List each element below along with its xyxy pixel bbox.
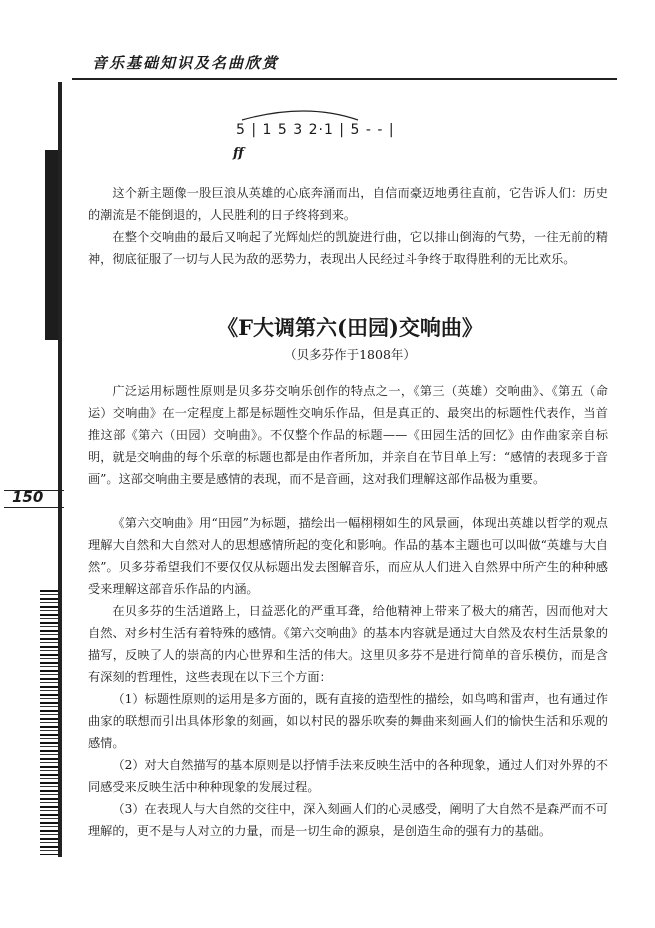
- running-header: [72, 50, 612, 76]
- page-number-rule: [4, 507, 64, 508]
- section-title: 《F大调第六(田园)交响曲》: [217, 315, 483, 340]
- paragraph: （1）标题性原则的运用是多方面的，既有直接的造型性的描绘，如鸟鸣和雷声，也有通过作曲家的联想而引出具体形象的刻画，如以村民的器乐吹奏的舞曲来刻画人们的愉快生活和乐观的感情。: [88, 692, 608, 750]
- scan-shadow-bottom: [40, 590, 60, 855]
- paragraph: 广泛运用标题性原则是贝多芬交响乐创作的特点之一，《第三（英雄）交响曲》、《第五（命运）交响曲》在一定程度上都是标题性交响乐作品，但是真正的、最突出的标题性代表作，当首推这部《第六（田园）交响曲》。不仅整个作品的标题——《田园生活的回忆》由作曲家亲自标明，就是交响曲的每个乐章的标题也都是由作者所加，并亲自在节目单上写：“感情的表现多于音画”。这部交响曲主要是感情的表现，而不是音画，这对我们理解这部作品极为重要。: [88, 384, 608, 486]
- paragraph: （2）对大自然描写的基本原则是以抒情手法来反映生活中的各种现象，通过人们对外界的不同感受来反映生活中种种现象的发展过程。: [88, 758, 608, 794]
- paragraph: 《第六交响曲》用“田园”为标题，描绘出一幅栩栩如生的风景画，体现出英雄以哲学的观点理解大自然和大自然对人的思想感情所起的变化和影响。作品的基本主题也可以叫做“英雄与大自然”。贝多芬希望我们不要仅仅从标题出发去图解音乐，而应从人们进入自然界中所产生的种种感受来理解这部音乐作品的内涵。: [88, 516, 608, 596]
- header-rule: [72, 78, 617, 80]
- page-number: 150: [12, 488, 44, 506]
- paragraph: 在整个交响曲的最后又响起了光辉灿烂的凯旋进行曲，它以排山倒海的气势，一往无前的精神，彻底征服了一切与人民为敌的恶势力，表现出人民经过斗争终于取得胜利的无比欢乐。: [88, 230, 608, 266]
- page-number-block: [4, 488, 64, 508]
- margin-rule: [58, 82, 62, 857]
- section-subtitle: （贝多芬作于1808年）: [284, 347, 416, 362]
- score-notes: 5 | 1 5 3 2·1 | 5 - - |: [236, 122, 395, 138]
- music-score: [233, 106, 466, 166]
- header-title: 音乐基础知识及名曲欣赏: [92, 54, 280, 72]
- paragraph: 在贝多芬的生活道路上，日益恶化的严重耳聋，给他精神上带来了极大的痛苦，因而他对大自然、对乡村生活有着特殊的感情。《第六交响曲》的基本内容就是通过大自然及农村生活景象的描写，反映了人的崇高的内心世界和生活的伟大。这里贝多芬不是进行简单的音乐模仿，而是含有深刻的哲理性，这些表现在以下三个方面：: [88, 604, 608, 684]
- paragraph: 这个新主题像一股巨浪从英雄的心底奔涌而出，自信而豪迈地勇往直前，它告诉人们：历史的潮流是不能倒退的，人民胜利的日子终将到来。: [88, 186, 608, 222]
- paragraph: （3）在表现人与大自然的交往中，深入刻画人们的心灵感受，阐明了大自然不是森严而不可理解的，更不是与人对立的力量，而是一切生命的源泉，是创造生命的强有力的基础。: [88, 802, 608, 838]
- scan-shadow-top: [45, 150, 59, 340]
- dynamic-mark: ff: [233, 146, 244, 161]
